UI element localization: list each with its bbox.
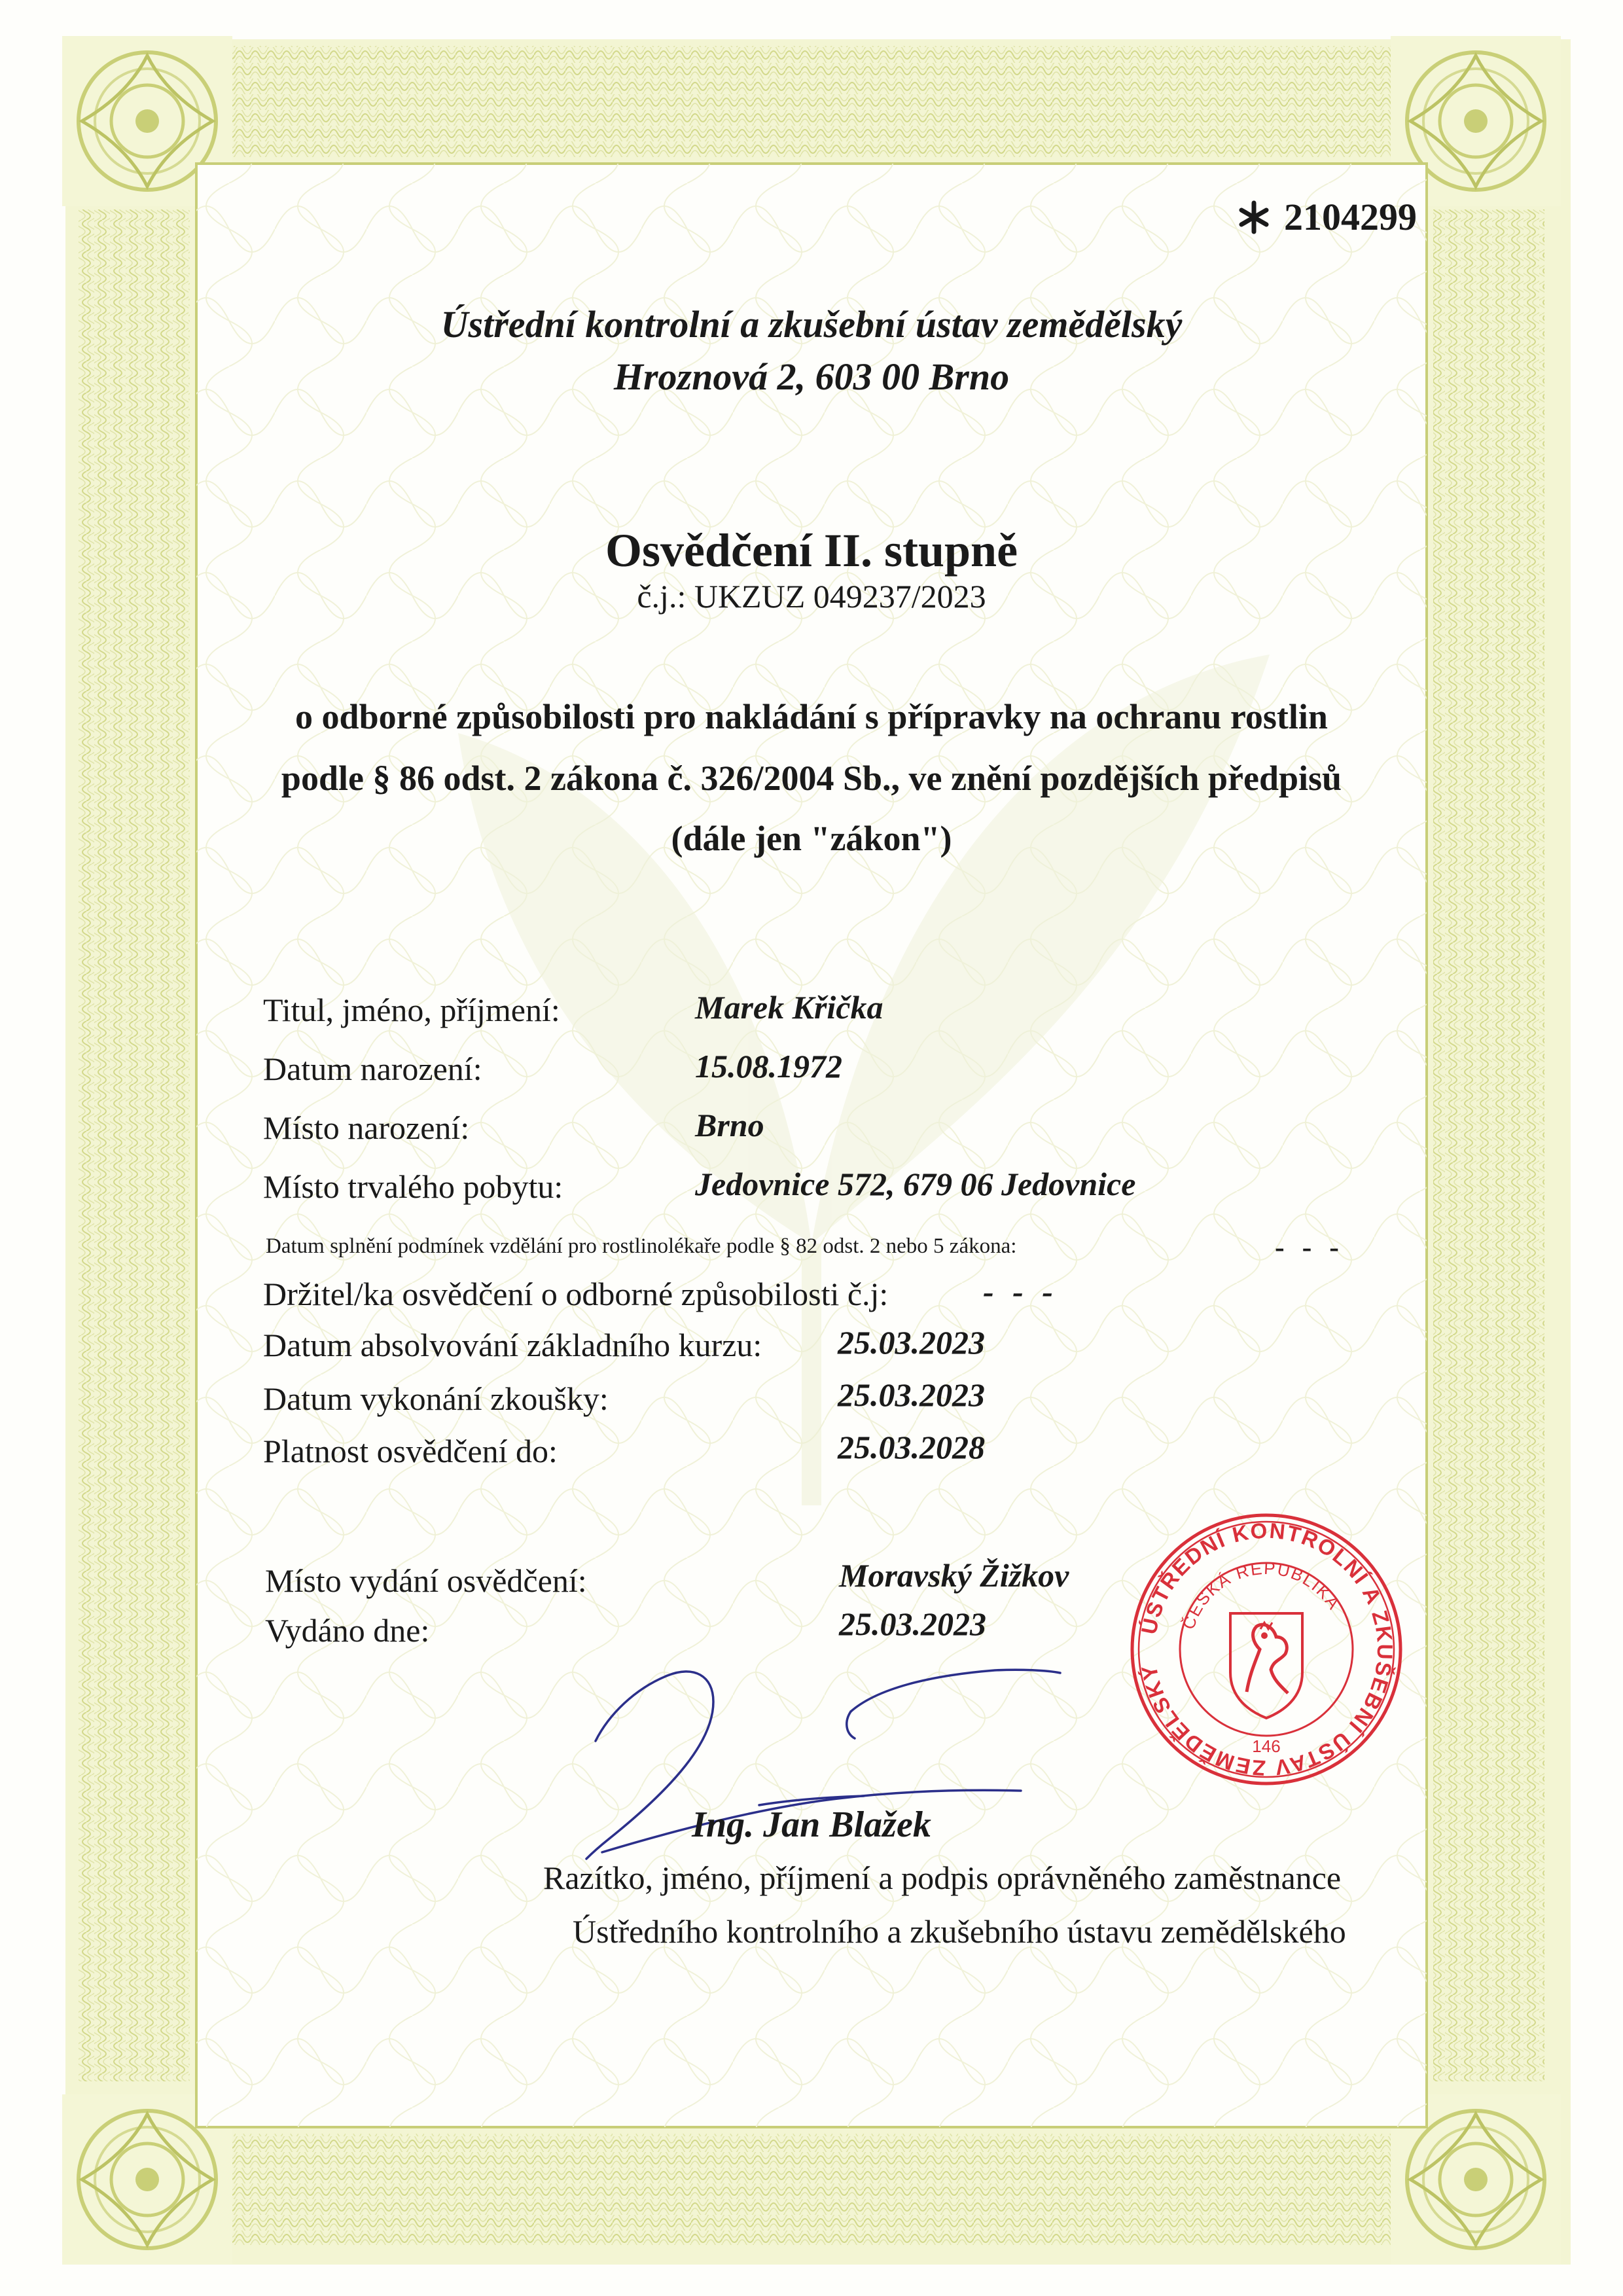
education-note-value: - - - <box>1275 1231 1344 1263</box>
lion-emblem-icon <box>1230 1613 1302 1718</box>
birthplace-value: Brno <box>695 1107 764 1143</box>
institution-address: Hroznová 2, 603 00 Brno <box>613 355 1010 398</box>
birthdate-value: 15.08.1972 <box>695 1048 842 1085</box>
exam-date-label: Datum vykonání zkoušky: <box>263 1380 609 1417</box>
exam-date-value: 25.03.2023 <box>838 1376 985 1413</box>
stamp-inner-text: ČESKÁ REPUBLIKA <box>1178 1558 1345 1632</box>
signer-name: Ing. Jan Blažek <box>692 1804 931 1845</box>
serial-number: 2104299 <box>1284 196 1417 238</box>
reference-number: č.j.: UKZUZ 049237/2023 <box>637 578 986 615</box>
course-date-value: 25.03.2023 <box>838 1324 985 1361</box>
institution-name: Ústřední kontrolní a zkušební ústav zemědělský <box>440 303 1183 346</box>
previous-certificate-value: - - - <box>983 1273 1058 1310</box>
course-date-label: Datum absolvování základního kurzu: <box>263 1327 762 1363</box>
birthplace-label: Místo narození: <box>263 1109 470 1146</box>
svg-text:ČESKÁ REPUBLIKA <box>1179 1558 1345 1632</box>
residence-label: Místo trvalého pobytu: <box>263 1168 563 1205</box>
caption-line-1: Razítko, jméno, příjmení a podpis oprávněného zaměstnance <box>543 1859 1342 1896</box>
previous-certificate-label: Držitel/ka osvědčení o odborné způsobilosti č.j: <box>263 1276 889 1312</box>
issue-date-value: 25.03.2023 <box>839 1605 986 1642</box>
stamp-outer-text: ÚSTŘEDNÍ KONTROLNÍ A ZKUŠEBNÍ ÚSTAV ZEMĚDĚLSKÝ <box>1136 1518 1398 1781</box>
subtitle-line-2: podle § 86 odst. 2 zákona č. 326/2004 Sb., ve znění pozdějších předpisů <box>281 759 1342 798</box>
validity-value: 25.03.2028 <box>838 1429 985 1465</box>
official-stamp <box>1126 1509 1407 1790</box>
name-label: Titul, jméno, příjmení: <box>263 992 560 1028</box>
issue-place-value: Moravský Žižkov <box>839 1557 1069 1594</box>
birthdate-label: Datum narození: <box>263 1050 482 1087</box>
name-value: Marek Křička <box>695 989 883 1026</box>
subtitle-line-1: o odborné způsobilosti pro nakládání s přípravky na ochranu rostlin <box>295 697 1328 736</box>
subtitle-line-3: (dále jen "zákon") <box>671 819 952 858</box>
asterisk-icon <box>1236 199 1272 236</box>
residence-value: Jedovnice 572, 679 06 Jedovnice <box>695 1166 1136 1202</box>
stamp-number: 146 <box>1252 1736 1281 1756</box>
handwritten-signature <box>563 1636 1086 1885</box>
validity-label: Platnost osvědčení do: <box>263 1433 558 1469</box>
caption-line-2: Ústředního kontrolního a zkušebního ústavu zemědělského <box>573 1913 1346 1950</box>
document-title: Osvědčení II. stupně <box>605 524 1018 577</box>
issue-date-label: Vydáno dne: <box>265 1612 430 1649</box>
education-note-label: Datum splnění podmínek vzdělání pro rostlinolékaře podle § 82 odst. 2 nebo 5 zákona: <box>266 1234 1017 1258</box>
issue-place-label: Místo vydání osvědčení: <box>265 1562 587 1599</box>
